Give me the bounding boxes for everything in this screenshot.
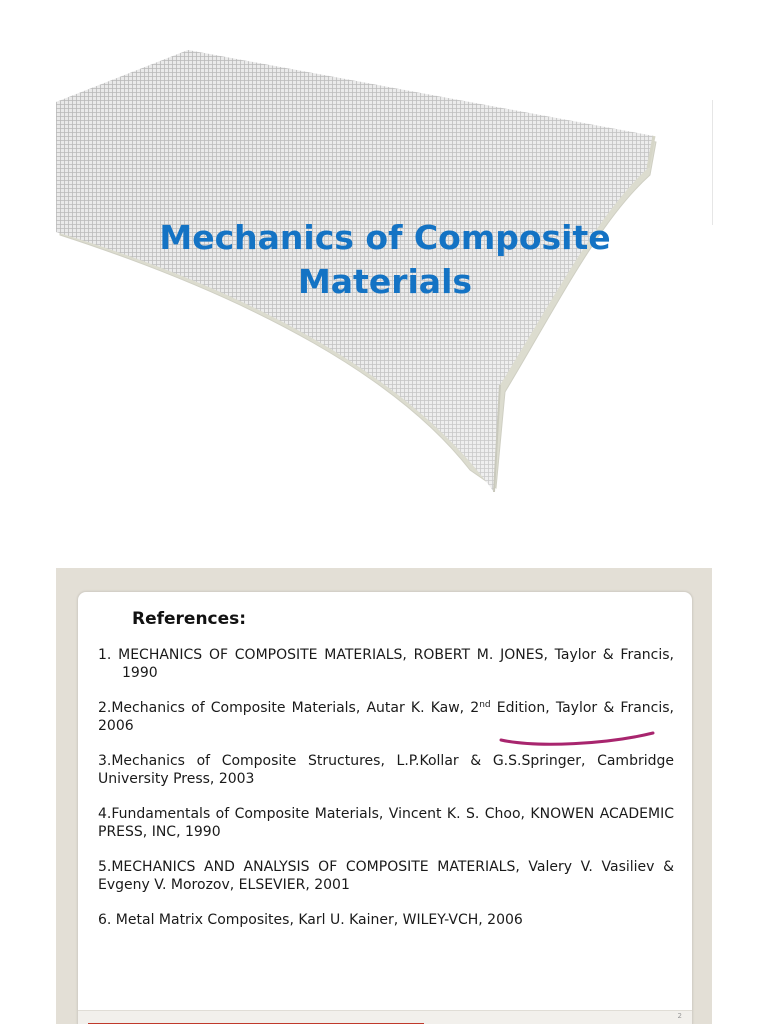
reference-item: 4.Fundamentals of Composite Materials, Vincent K. S. Choo, KNOWEN ACADEMIC PRESS, INC, 1990 — [98, 806, 674, 840]
slide-title-line2: Materials — [297, 262, 473, 301]
slide-title — [90, 216, 680, 304]
page-number: 2 — [677, 1012, 682, 1020]
handwritten-underline-mark — [498, 728, 658, 748]
slide-title-line1: Mechanics of Composite — [159, 218, 611, 257]
slide-edge-line — [712, 100, 713, 225]
reference-superscript: nd — [479, 700, 491, 710]
reference-item: 6. Metal Matrix Composites, Karl U. Kainer, WILEY-VCH, 2006 — [98, 912, 523, 928]
reference-text: 2.Mechanics of Composite Materials, Autar K. Kaw, 2 — [98, 700, 480, 716]
references-heading: References: — [132, 609, 247, 629]
reference-item: 5.MECHANICS AND ANALYSIS OF COMPOSITE MATERIALS, Valery V. Vasiliev & Evgeny V. Morozov, ELSEVIER, 2001 — [98, 859, 674, 893]
references-list — [98, 646, 674, 946]
slide-footer — [78, 1010, 692, 1024]
references-card — [77, 591, 693, 1024]
references-slide — [56, 568, 712, 1024]
reference-item: 1. MECHANICS OF COMPOSITE MATERIALS, ROBERT M. JONES, Taylor & Francis, 1990 — [98, 647, 674, 681]
reference-text: Edition, Taylor & Francis, 2006 — [98, 700, 674, 734]
reference-item: 3.Mechanics of Composite Structures, L.P.Kollar & G.S.Springer, Cambridge University Press, 2003 — [98, 753, 674, 787]
